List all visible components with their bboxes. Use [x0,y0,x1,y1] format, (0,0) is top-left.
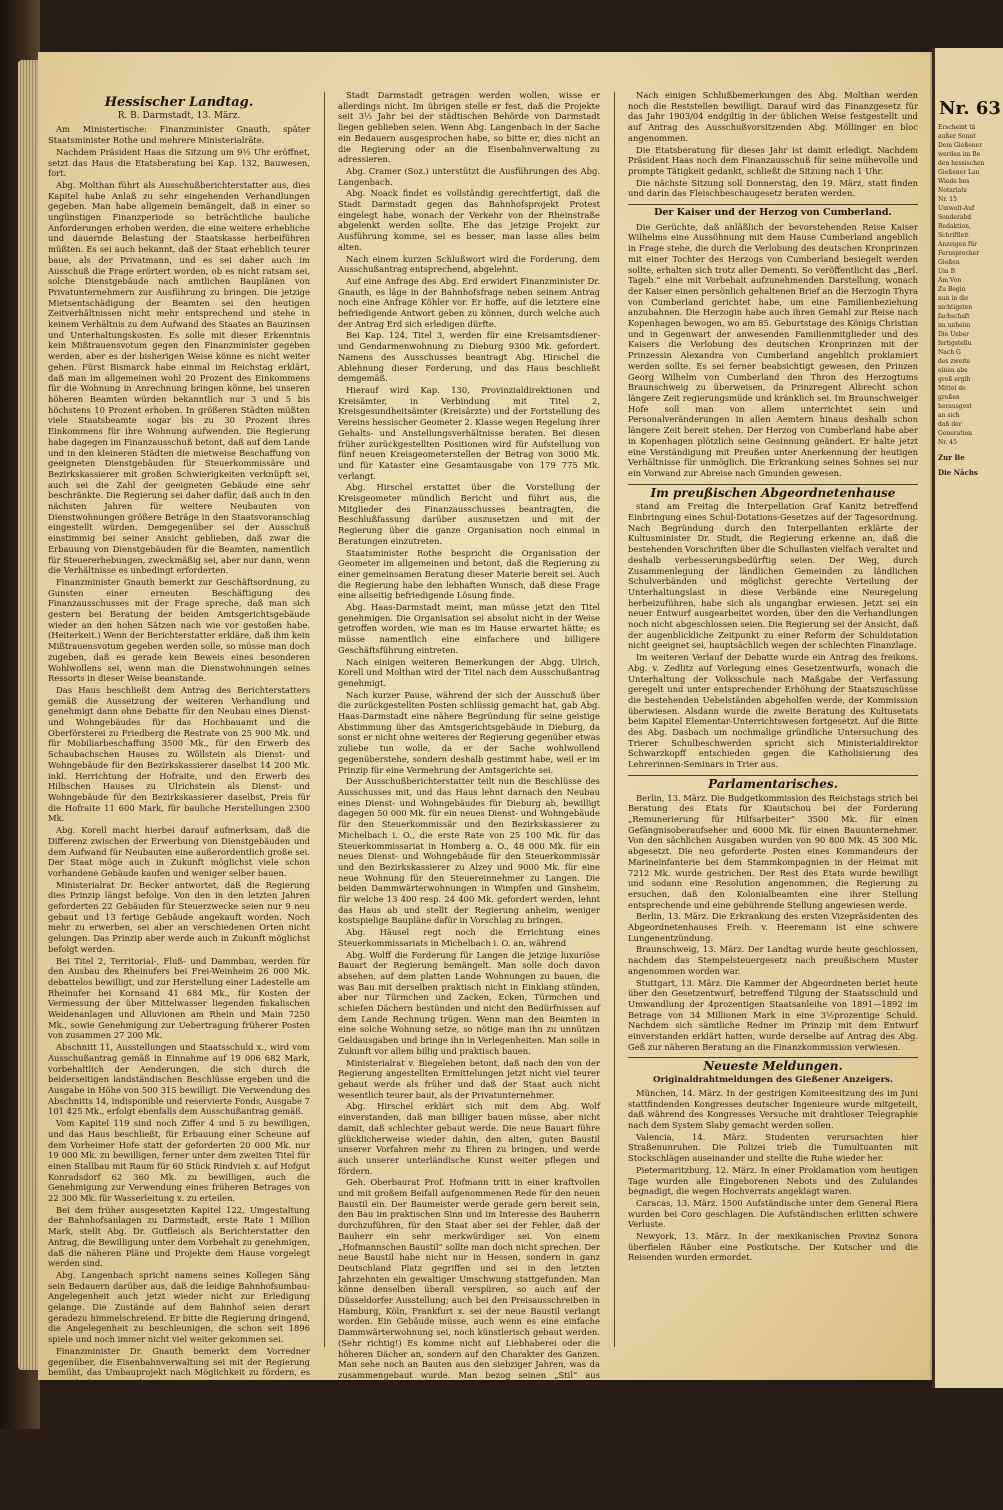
adjacent-text-line: Wiede bes [938,178,970,185]
adjacent-text-line: fachschaft [938,313,970,320]
column-rule [324,92,325,1347]
article-paragraph: Bei Titel 2, Territorial-, Fluß- und Dammbau, werden für den Ausbau des Rheinufers bei Frei-Weinheim 26 000 Mk. debattelos bewilligt, und zur Herstellung einer Ladestelle am Rheinufer bei Kornsand 41 684 Mk., für Kosten der Vermessung der über Mittelwasser liegenden fiskalischen Weidenanlagen und Alluvionen am Rhein und Main 7250 Mk., sowie Genehmigung zur Uebertragung früherer Posten von zusammen 27 200 Mk. [48,955,310,1041]
article-paragraph: Geh. Oberbaurat Prof. Hofmann tritt in einer kraftvollen und mit großem Beifall aufgenommenen Rede für den neuen Baustil ein. Der Baumeister werde gerade gern bereit sein, den Bau im praktischen Sinn und im Interesse des Bauherrn durchzuführen, für den Staat aber sei der Fehler, daß der Bauherr ein sehr merkwürdiger sei. Von einem „Hofmannschen Baustil“ sollte man doch nicht sprechen. Der neue Baustil habe nicht nur in Hessen, sondern in ganz Deutschland Platz gegriffen und sei in den letzten Jahrzehnten ein gewaltiger Umschwung stattgefunden. Man könne denselben überall verspüren, so auch auf der Düsseldorfer Ausstellung; auch bei den Preisausschreiben in Hamburg, Köln, Frankfurt x. sei der neue Baustil verlangt worden. Ein Gebäude müsse, auch wenn es eine einfache Dammwärterwohnung sei, noch künstlerisch gebaut werden. (Sehr richtig!) Es komme nicht auf Liebhaberei oder die höheren Dächer an, sondern auf den Charakter des Ganzen. Man sehe noch an Bauten aus den siebziger Jahren, was da zusammengebaut wurde. Man bezog seinen „Stil“ aus Italien, man hatte die Citronen Italiens mit den deutschen Aepfeln eingetauscht. (Große Heiterkeit.) Der Abg. Hirschel sei er dankbar, daß dieser die heimatliche Kunstpflege betont habe. Die Militär- und Garnisonverwaltungen würden gewiß nicht denselben Weg gehen, wie wir, wenn er nicht auch praktisch und zweckmäßig wäre. [338,1177,600,1445]
adjacent-text-line: Notariats [938,187,967,194]
article-paragraph: Valencia, 14. März. Studenten verursachten hier Straßenunruhen. Die Polizei trieb die Tumultuanten mit Stockschlägen auseinander und stellte die Ruhe wieder her. [628,1131,918,1164]
adjacent-text-line: nichtigsten [938,304,973,311]
article-paragraph: Abg. Hirschel erklärt sich mit dem Abg. Wolf einverstanden, daß man billiger bauen müsse, aber nicht damit, daß schlechter gebaut werde. Die neue Bauart führe glücklicherweise wieder dahin, den alten, guten Baustil unserer Vorfahren mehr zu Ehren zu bringen, und werde auch unserer unterländische Kunst weiter pflegen und fördern. [338,1101,600,1176]
article-paragraph: Abg. Noack findet es vollständig gerechtfertigt, daß die Stadt Darmstadt gegen das Bahnhofsprojekt Protest eingelegt habe, wonach der Verkehr von der Rheinstraße abgelenkt werden sollte. Ehe das jetzige Projekt zur Ausführung komme, sei es besser, man lasse alles beim alten. [338,188,600,252]
adjacent-text-line: nun in die [938,295,969,302]
cumberland-article [628,222,918,479]
article-paragraph: München, 14. März. In der gestrigen Komiteesitzung des im Juni stattfindenden Kongresses deutscher Ingenieure wurde mitgeteilt, daß während des Kongresses Versuche mit drahtloser Telegraphie nach dem System Slaby gemacht werden sollen. [628,1087,918,1130]
adjacent-text-line: Gießen [938,259,960,266]
parliament-article [628,793,918,1053]
landtag-article-body [48,124,310,1410]
article-paragraph: Am Ministertische: Finanzminister Gnauth, später Staatsminister Rothe und mehrere Ministerialräte. [48,124,310,146]
article-paragraph: Ministerialrat v. Biegeleben betont, daß nach den von der Regierung angestellten Ermittelungen jetzt nicht viel teurer gebaut werde als früher und daß der Staat auch nicht wesentlich teurer baut, als der Privatunternehmer. [338,1057,600,1100]
adjacent-text-line: den hessischen [938,160,985,167]
adjacent-text-line: Nr. 15 [938,196,957,203]
landtag-dateline: R. B. Darmstadt, 13. März. [117,110,241,121]
article-paragraph: Pietermaritzburg, 12. März. In einer Proklamation vom heutigen Tage wurden alle Eingeborenen Nebots und des Zululandes begnadigt, die wegen Hochverrats angeklagt waren. [628,1164,918,1197]
article-paragraph: Finanzminister Dr. Gnauth bemerkt dem Vorredner gegenüber, die Eisenbahnverwaltung sei mit der Regierung bemüht, das Umbauprojekt nach Möglichkeit zu fördern, es sei jedoch in Aussicht genommen, man eine Erweiterung vorzunehmen, durch die sich die Gesamtkosten von 10 auf 19 Millionen erhöhen würden; ob die Mehrkosten von der [48,1345,310,1410]
article-paragraph: Hierauf wird Kap. 130, Provinzialdirektionen und Kreisämter, in Verbindung mit Titel 2, Kreisgesundheitsämter (Kreisärzte) und der Fortstellung des Vereins hessischer Geometer 2. Klasse wegen Regelung ihrer Gehalts- und Anstellungsverhältnisse beraten. Bei diesen früher zurückgestellten Positionen wird für Aufstellung von fünf neuen Kreisgeometerstellen der Betrag von 3000 Mk. und für Kataster eine Gesamtausgabe von 179 775 Mk. verlangt. [338,384,600,481]
adjacent-text-line: Um B [938,268,956,275]
article-paragraph: Staatsminister Rothe bespricht die Organisation der Geometer im allgemeinen und betont, daß die Regierung zu einer gemeinsamen Beratung dieser Materie bereit sei. Auch die Regierung habe den lebhaften Wunsch, daß diese Frage eine allseitig befriedigende Lösung finde. [338,547,600,601]
article-paragraph: Abg. Hirschel erstattet über die Vorstellung der Kreisgeometer mündlich Bericht und führt aus, die Mitglieder des Finanzausschusses beantragten, die Beschlußfassung darüber auszusetzen und mit der Regierung über die ganze Organisation noch einmal in Beratungen einzutreten. [338,482,600,546]
article-paragraph: Nach kurzer Pause, während der sich der Ausschuß über die zurückgestellten Posten schlüssig gemacht hat, gab Abg. Haas-Darmstadt eine nähere Begründung für seine geistige Abstimmung über das Amtsgerichtsgebäude in Dieburg, da sonst er nicht ohne weiteres der Regierung gegenüber etwas zuliebe tun wolle, da er der Sache wohlwollend gegenüberstehe, sondern deshalb gestimmt habe, weil er im Prinzip für eine Vermehrung der Amtsgerichte sei. [338,689,600,775]
adjacent-text-line: Zu Begin [938,286,966,293]
adjacent-text-line: großen [938,394,960,401]
adjacent-text-line: Schriftleit [938,232,969,239]
adjacent-text-line: Fernsprecher [938,250,980,257]
article-paragraph: Berlin, 13. März. Die Budgetkommission des Reichstags strich bei Beratung des Etats für Kiautschou bei der Forderung „Remunerierung für Hilfsarbeiter“ 3500 Mk. für einen Gefängnisoberaufseher und 6000 Mk. für einen Bauunternehmer. Von den sächlichen Ausgaben wurden von 90 800 Mk. 45 300 Mk. abgesetzt. Die neu geforderte Posten eines Kommandeurs der Marineinfanterie bei dem Stammkompagnien in der Heimat mit 7212 Mk. wurde gestrichen. Der Rest des Etats wurde bewilligt und sodann eine Resolution angenommen, die Regierung zu ersuchen, daß den Kolonialbeamten eine ihrer Stellung entsprechende und eine gebührende Stellung angewiesen werde. [628,792,918,910]
column-1 [48,90,310,1410]
article-paragraph: Abg. Korell macht hierbei darauf aufmerksam, daß die Differenz zwischen der Erwerbung von Dienstgebäuden und dem Aufwand für Neubauten eine außerordentlich große sei. Der Staat möge auch in Zukunft möglichst viele schon vorhandene Gebäude kaufen und weniger selber bauen. [48,825,310,878]
article-paragraph: Abg. Cramer (Soz.) unterstützt die Ausführungen des Abg. Langenbach. [338,165,600,187]
adjacent-text-line: Anzeigen für [938,241,977,248]
adjacent-text-line: Nach G [938,349,961,356]
page-edge-stack [18,60,40,1370]
parliament-headline: Parlamentarisches. [628,775,918,790]
article-paragraph: Newyork, 13. März. In der mexikanischen Provinz Sonora überfielen Räuber eine Postkutsche. Der Kutscher und die Reisenden wurden ermordet. [628,1231,918,1263]
article-paragraph: Stuttgart, 13. März. Die Kammer der Abgeordneten beriet heute über den Gesetzentwurf, betreffend Tilgung der Staatsschuld und Umwandlung der 4prozentigen Staatsanleihe von 1891—1892 im Betrage von 34 Millionen Mark in eine 3½prozentige Schuld. Nachdem sich sämtliche Redner im Prinzip mit dem Entwurf einverstanden erklärt hatten, wurde derselbe auf Antrag des Abg. Geß zur näheren Beratung an die Finanzkommission verwiesen. [628,977,918,1052]
article-paragraph: Braunschweig, 13. März. Der Landtag wurde heute geschlossen, nachdem das Stempelsteuergesetz nach preußischem Muster angenommen worden war. [628,944,918,976]
landtag-article-continued [338,90,600,1510]
adjacent-text-line: Dem Gießener [938,142,983,149]
article-paragraph: Die Etatsberatung für dieses Jahr ist damit erledigt. Nachdem Präsident Haas noch dem Finanzausschuß für seine mühevolle und prompte Tätigkeit gedankt, schließt die Sitzung nach 1 Uhr. [628,144,918,176]
adjacent-text-line: an sich [938,412,960,419]
column-2 [338,90,600,1510]
article-paragraph: Bei dem früher ausgesetzten Kapitel 122, Umgestaltung der Bahnhofsanlagen zu Darmstadt, erste Rate 1 Million Mark, stellt Abg. Dr. Gutfleisch als Berichterstatter den Antrag, die Bewilligung unter dem Vorbehalt zu genehmigen, daß die näheren Pläne und Projekte dem Hause vorgelegt werden sind. [48,1204,310,1269]
adjacent-text-line: außer Sonnt [938,133,976,140]
adjacent-text-line: des zweite [938,358,971,365]
adjacent-text-line: groß ergib [938,376,971,383]
column-rule [614,92,615,1347]
adjacent-text-line: daß der [938,421,962,428]
article-paragraph: Nach einem kurzen Schlußwort wird die Forderung, dem Ausschußantrag entsprechend, abgelehnt. [338,253,600,275]
article-paragraph: Auf eine Anfrage des Abg. Erd erwidert Finanzminister Dr. Gnauth, es läge in der Bahnhofsfrage neben seinem Antrag noch eine Anfrage Köhler vor. Er hoffe, auf die letztere eine befriedigende Antwort geben zu können, durch welche auch der Antrag Erd sich erledigen dürfte. [338,275,600,329]
adjacent-text-line: Umwelt-Auf [938,205,975,212]
article-paragraph: Im weiteren Verlauf der Debatte wurde ein Antrag des freikons. Abg. v. Zedlitz auf Vorlegung eines Gesetzentwurfs, wonach die Unterhaltung der Volksschule nach Maßgabe der Verfassung geregelt und unter entsprechender Erhöhung der Staatszuschüsse die bestehenden Uebelständen abgeholfen werde, der Kommission überwiesen. Alsdann wurde die zweite Beratung des Kultusetats beim Kapitel Elementar-Unterrichtswesen fortgesetzt. Auf die Bitte des Abg. Dasbach um nochmalige gründliche Untersuchung des Trierer Schulbeschwerden spricht sich Ministerialdirektor Schwarzkopff entschieden gegen die Katholisierung des Lehrerinnen-Seminars in Trier aus. [628,652,918,770]
article-paragraph: Die nächste Sitzung soll Donnerstag, den 19. März, statt finden und darin das Fleischbeschaugesetz beraten werden. [628,177,918,199]
article-paragraph: Nach einigen weiteren Bemerkungen der Abgg. Ulrich, Korell und Molthan wird der Titel nach dem Ausschußantrag genehmigt. [338,656,600,688]
adjacent-text-line: werden im Be [938,151,981,158]
adjacent-text-line: einen abe [938,367,968,374]
column-3 [628,90,918,1352]
news-headline: Neueste Meldungen. [628,1057,918,1072]
article-paragraph: Abschnitt 11, Ausstellungen und Staatsschuld x., wird vom Ausschußantrag gemäß in Einnahme auf 19 006 682 Mark, vorbehaltlich der Aenderungen, die sich durch die beiderseitigen landständischen Beschlüsse ergeben und die Ausgabe in Höhe von 500 315 bewilligt. Die Verwendung des Abschnitts 14, indisponible und reservierte Fonds, Ausgabe 7 101 425 Mk., erfolgt ebenfalls dem Ausschußantrag gemäß. [48,1042,310,1117]
article-paragraph: Stadt Darmstadt getragen werden wollen, wisse er allerdings nicht. Im übrigen stelle er fest, daß die Projekte seit 3½ Jahr bei der städtischen Behörde von Darmstadt liegen geblieben seien. Wenn Abg. Langenbach in der Sache ein Bedauern ausgesprochen habe, so bitte er, dies nicht an die Regierung oder an die Eisenbahnverwaltung zu adressieren. [338,90,600,165]
adjacent-text-line: im unheim [938,322,971,329]
adjacent-heading: Die Nächs [938,468,978,477]
newspaper-page [38,52,932,1510]
article-paragraph: Der Ausschußberichterstatter teilt nun die Beschlüsse des Ausschusses mit, und das Haus lehnt darnach den Neubau eines Dienst- und Wohngebäudes für Dieburg ab, bewilligt dagegen 50 000 Mk. für ein neues Dienst- und Wohngebäude für den Steuerkommissär und den Bezirkskassierer zu Michelbach i. O., die erste Rate von 25 100 Mk. für das Steuerkommissariat in Homberg a. O., 48 000 Mk. für ein neues Dienst- und Wohngebäude für den Steuerkommissär und den Bezirkskassierer zu Alzey und 9000 Mk. für eine neue Wohnung für den Steuereinnehmer zu Langen. Die beiden Dammwärterwohnungen in Wimpfen und Ginsheim, für welche 13 400 resp. 24 400 Mk. gefordert werden, lehnt das Haus ab und stellt der Regierung anheim, weniger kostspielige Baupläne dafür in Vorschlag zu bringen. [338,776,600,926]
adjacent-text-line: Sonderabd [938,214,972,221]
article-paragraph: Nachdem Präsident Haas die Sitzung um 9½ Uhr eröffnet, setzt das Haus die Etatsberatung bei Kap. 132, Bauwesen, fort. [48,146,310,179]
article-paragraph: Nach einigen Schlußbemerkungen des Abg. Molthan werden noch die Reststellen bewilligt. Darauf wird das Finanzgesetz für das Jahr 1903/04 endgiltig in der üblichen Weise festgestellt und auf Antrag des Ausschußvorsitzenden Abg. Möllinger en bloc angenommen. [628,90,918,143]
adjacent-text-line: fertigstellu [938,340,972,347]
adjacent-text-line: Mittel de [938,385,966,392]
article-paragraph: Abg. Molthan führt als Ausschußberichterstatter aus, dies Kapitel habe Anlaß zu sehr eingehenden Verhandlungen gegeben. Man habe allgemein bemängelt, daß in einer so ungünstigen Finanzperiode so beträchtliche bauliche Anforderungen erhoben werden, die eine weitere erhebliche und dauernde Belastung der Staatskasse herbeiführen müßten. Es sei auch bekannt, daß der Staat erheblich teurer baue, als der Privatmann, und es sei daher auch im Ausschuß die Frage erörtert worden, ob es nicht ratsam sei, solche Dienstgebäude nach amtlichen Bauplänen von Privatunternehmern zur Ausführung zu bringen. Die jetzige Mietsentschädigung der Beamten sei den heutigen Zeitverhältnissen nicht mehr entsprechend und stehe in keinem Verhältnis zu dem Aufwand des Staates an Bauzinsen und Unterhaltungskosten. Es solle mit dieser Erkenntnis kein Mißtrauensvotum gegen den Finanzminister gegeben werden, aber es der bisherigen Weise könne es nicht weiter gehen. Fürst Bismarck habe einmal im Reichstag erklärt, daß man im allgemeinen wohl 20 Prozent des Einkommens für die Wohnung in Anrechnung bringen könne, bei unseren höheren Beamten würden bekanntlich nur 3 und 5 bis höchstens 10 Prozent erhoben. In größeren Städten müßten viele Staatsbeamte sogar bis zu 30 Prozent ihres Einkommens für ihre Wohnung aufwenden. Die Regierung habe dagegen im Finanzausschuß betont, daß auf dem Lande und in den kleineren Städten die mietweise Beschaffung von geeigneten Dienstgebäuden für Steuerkommissäre und Bezirkskassierer mit großen Schwierigkeiten verknüpft sei, auch sei die Zahl der geeigneten Gebäude eine sehr beschränkte. Die Regierung sei daher dafür, daß auch in den nächsten Jahren für weitere Neubauten von Dienstwohnungen größere Beträge in den Staatsvoranschlag eingestellt würden. Demgegenüber sei der Ausschuß einstimmig bei seiner Ansicht geblieben, daß zwar die Erbauung von Dienstgebäuden für die Beamten, namentlich für Steuererhebungen, zweckmäßig sei, aber nur dann, wenn die Verhältnisse es unbedingt erforderten. [48,179,310,576]
article-paragraph: Vom Kapitel 119 sind noch Ziffer 4 und 5 zu bewilligen, und das Haus beschließt, für Erbauung einer Scheune auf dem Vorheimer Hofe statt der geforderten 20 000 Mk. nur 19 000 Mk. zu bewilligen, ferner unter dem zweiten Titel für einen Stallbau mit Raum für 60 Stück Rindvieh x. auf Hofgut Konradsdorf 62 360 Mk. zu bewilligen, auch die Genehmigung zur Verwendung eines früheren Betrages von 22 300 Mk. für Wasserleitung x. zu erteilen. [48,1118,310,1204]
article-paragraph: Abg. Langenbach spricht namens seines Kollegen Säng sein Bedauern darüber aus, daß die leidige Bahnhofsumbau-Angelegenheit auch jetzt wieder nicht zur Erledigung gelange. Die Zustände auf dem Bahnhof seien derart geradezu himmelschreiend. Er bitte die Regierung dringend, die Angelegenheit zu beschleunigen, die schon seit 1896 spiele und noch immer nicht viel weiter gekommen sei. [48,1269,310,1345]
cumberland-headline: Der Kaiser und der Herzog von Cumberland. [628,204,918,219]
article-paragraph: stand am Freitag die Interpellation Graf Kanitz betreffend Einbringung eines Schul-Dotations-Gesetzes auf der Tagesordnung. Nach Begründung durch den Interpellanten erklärte der Kultusminister Dr. Studt, die Regierung erkenne an, daß die bestehenden Vorschriften über die Schullasten vielfach veraltet und deshalb verbesserungsbedürftig seien. Der Weg, durch Zusammenlegung der ländlichen Gemeinden zu ländlichen Schulverbänden und möglichst gerechte Verteilung der Unterhaltungslast in diese Verbände eine Neuregelung herbeizuführen, habe sich als ungangbar erwiesen. Jetzt sei ein neuer Entwurf ausgearbeitet worden, über den die Verhandlungen noch nicht abgeschlossen seien. Die Regierung sei der Ansicht, daß der augenblickliche Zeitpunkt zu einer Reform der Schuldotation nicht geeignet sei, hauptsächlich wegen der schlechten Finanzlage. [628,501,918,651]
adjacent-text-line: Generation [938,430,973,437]
landtag-closing-paragraphs [628,90,918,199]
adjacent-text-line: Am Von [938,277,962,284]
news-subheadline: Originaldrahtmeldungen des Gießener Anzeigers. [653,1075,893,1086]
adjacent-text-line: Erscheint tä [938,124,976,131]
adjacent-text-line: herausgest [938,403,972,410]
news-article [628,1088,918,1263]
article-paragraph: Bei Kap. 124, Titel 3, werden für eine Kreisamtsdiener- und Gendarmenwohnung zu Dieburg 9300 Mk. gefordert. Namens des Ausschusses beantragt Abg. Hirschel die Ablehnung dieser Forderung, und das Haus beschließt demgemäß. [338,330,600,384]
prussia-article [628,501,918,770]
prussia-headline: Im preußischen Abgeordnetenhause [628,484,918,499]
article-paragraph: Die Gerüchte, daß anläßlich der bevorstehenden Reise Kaiser Wilhelms eine Aussöhnung mit dem Hause Cumberland angeblich in Frage stehe, die durch die Verlobung des deutschen Kronprinzen mit einer Tochter des Herzogs von Cumberland besiegelt werden sollte, erhalten sich trotz aller Dementi. So veröffentlicht das „Berl. Tageb.“ eine mit Vorbehalt aufzunehmenden Darstellung, wonach der Kaiser einen persönlich gehaltenen Brief an die Herzogin Thyra von Cumberland gerichtet habe, um eine Familienbeziehung anzubahnen. Die Herzogin habe auch ihren Gemahl zur Reise nach Kopenhagen bewogen, wo am 85. Geburtstage des Königs Christian und in Gegenwart der anwesenden Familienmitglieder und des Kaisers die Verlobung des deutschen Kronprinzen mit der Prinzessin Alexandra von Cumberland angeblich proklamiert werden sollte. Es sei ferner beabsichtigt gewesen, den Prinzen Georg Wilhelm von Cumberland den Thron des Herzogtums Braunschweig zu überweisen, da Prinzregent Albrecht schon längere Zeit regierungsmüde und kränklich sei. Im Braunschweiger Hofe soll man von allem unterrichtet sein und Personalveränderungen in allen Aemtern hinaus deshalb schon längere Zeit bereit stehen. Der Herzog von Cumberland habe aber in Kopenhagen plötzlich seine Gesinnung geändert. Er halte jetzt eine Verständigung mit Preußen unter Anerkennung der heutigen Verhältnisse für unmöglich. Die Erkrankung seines Sohnes sei nur ein Vorwand zur Abreise nach Gmunden gewesen. [628,221,918,478]
adjacent-text-fragments [935,119,1003,481]
landtag-headline: Hessischer Landtag. [104,95,254,110]
adjacent-page-fragment [932,48,1003,1388]
article-paragraph: Präsident Haas bemerkt, die Ausführungen des Vorredners seien so interessant gewesen, daß er ihn nicht „zur Sache“ habe mahnen wollen. Mit der Wohnung des Steueraufsehers zu Langen aber hingen sie wohl nicht zusammen; der Mann werde gewiß froh darauf sein, daß seine Wohnung dazu den Anlaß gab. [338,1445,600,1510]
article-paragraph: Berlin, 13. März. Die Erkrankung des ersten Vizepräsidenten des Abgeordnetenhauses Freih. v. Heeremann ist eine schwere Lungenentzündung. [628,911,918,943]
adjacent-masthead: Nr. 63 [939,98,1001,119]
adjacent-text-line: Die Ueber [938,331,970,338]
adjacent-text-line: Gießener Lan [938,169,980,176]
adjacent-text-line: Redaktion, [938,223,971,230]
article-paragraph: Das Haus beschließt dem Antrag des Berichterstatters gemäß die Aussetzung der weiteren Verhandlung und genehmigt dann ohne Debatte für den Neubau eines Dienst- und Wohngebäudes für das Hochbauamt und die Oberförsterei zu Friedberg die Restrate von 25 900 Mk. und für Mobiliarbeschaffung 3500 Mk., für den Erwerb des Schaubachschen Hauses zu Wöllstein als Dienst- und Wohngebäude für den Bezirkskassierer daselbst 14 200 Mk. inkl. Herrichtung der Hofraite, und den Erwerb des Hilbschen Hauses zu Ulrichstein als Dienst- und Wohngebäude für den Bezirkskassierer daselbst, Preis für die Hofraite 11 600 Mark, für bauliche Herstellungen 2300 Mk. [48,684,310,824]
article-paragraph: Abg. Häusel regt noch die Errichtung eines Steuerkommissariats in Michelbach i. O. an, während [338,927,600,948]
adjacent-text-line: Nr. 45 [938,439,957,446]
adjacent-heading: Zur Be [938,453,965,462]
article-paragraph: Ministerialrat Dr. Becker antwortet, daß die Regierung dies Prinzip längst befolge. Von den in den letzten Jahren geforderten 22 Gebäuden für Steuerzwecke seien nur 9 neu gebaut und 13 fertige Gebäude angekauft worden. Noch mehr zu erwerben, sei aber an verschiedenen Orten nicht gelungen. Das Prinzip aber werde auch in Zukunft möglichst befolgt werden. [48,879,310,954]
article-paragraph: Abg. Haas-Darmstadt meint, man müsse jetzt den Titel genehmigen. Die Organisation sei absolut nicht in der Weise getroffen worden, wie man es im Hause erwartet hätte; es müsse namentlich eine einfachere und billigere Geschäftsführung eintreten. [338,602,600,655]
article-paragraph: Abg. Wolff die Forderung für Langen die jetzige luxuriöse Bauart der Regierung bemängelt. Man solle doch davon absehen, auf dem platten Lande Wohnungen zu bauen, die was Bau mit derselben praktisch nicht in Einklang stünden, aber nur Türmchen und Zacken, Ecken, Türmchen und schiefen Dächern bestünden und nicht den Bedürfnissen auf dem Lande Rechnung trügen. Wenn man den Beamten in eine solche Wohnung setze, so nötige man ihn zu unnützen Geldausgaben und bringe ihn in Verlegenheiten. Man solle in Zukunft vor allem billig und praktisch bauen. [338,949,600,1056]
article-paragraph: Caracas, 13. März. 1500 Aufständische unter dem General Riera wurden bei Coro geschlagen. Die Aufständischen erlitten schwere Verluste. [628,1197,918,1230]
article-paragraph: Finanzminister Gnauth bemerkt zur Geschäftsordnung, zu Gunsten einer erneuten Beschäftigung des Finanzausschusses mit der Frage spreche, daß man sich gestern bei Beratung der beiden Amtsgerichtsgebäude wieder an den hohen Sätzen nach wie vor gestoßen habe. (Heiterkeit.) Wenn der Berichterstatter erkläre, daß ihm kein Mißtrauensvotum gegeben werden solle, so müsse man doch zugeben, daß es gerade kein Beweis eines besonderen Wohlwollens sei, wenn man die Dienstwohnungen seines Ressorts in dieser Weise beanstande. [48,576,310,684]
